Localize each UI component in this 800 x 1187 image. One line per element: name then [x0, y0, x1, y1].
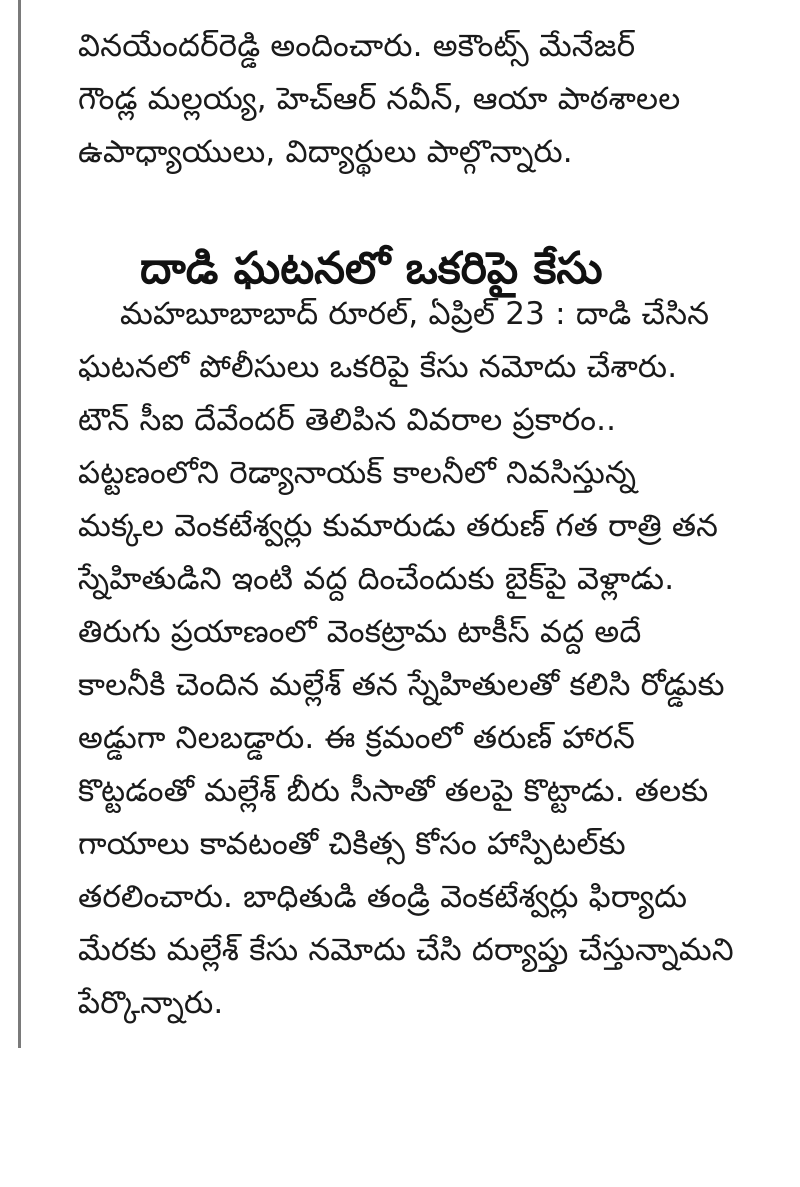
column-divider-rule [18, 0, 21, 1048]
text-line: కాలనీకి చెందిన మల్లేశ్ తన స్నేహితులతో కలిసి రోడ్డుకు [78, 667, 725, 703]
text-line: మేరకు మల్లేశ్ కేసు నమోదు చేసి దర్యాప్తు చేస్తున్నామని [78, 932, 734, 968]
text-line: టౌన్ సీఐ దేవేందర్ తెలిపిన వివరాల ప్రకారం.. [78, 402, 617, 438]
text-line: అడ్డుగా నిలబడ్డారు. ఈ క్రమంలో తరుణ్ హారన్ [78, 720, 636, 756]
text-line: స్నేహితుడిని ఇంటి వద్ద దించేందుకు బైక్‌పై వెళ్లాడు. [78, 561, 675, 597]
text-line: కొట్టడంతో మల్లేశ్ బీరు సీసాతో తలపై కొట్టాడు. తలకు [78, 773, 709, 809]
text-line: తరలించారు. బాధితుడి తండ్రి వెంకటేశ్వర్లు ఫిర్యాదు [78, 879, 688, 915]
previous-article-ending [78, 20, 680, 179]
text-line: వినయేందర్‌రెడ్డి అందించారు. అకౌంట్స్ మేనేజర్ [78, 28, 636, 64]
text-line: గాయాలు కావటంతో చికిత్స కోసం హాస్పిటల్‌కు [78, 826, 626, 862]
text-line: గౌండ్ల మల్లయ్య, హెచ్‌ఆర్ నవీన్, ఆయా పాఠశాలల [78, 81, 681, 117]
text-line: తిరుగు ప్రయాణంలో వెంకట్రామ టాకీస్ వద్ద అదే [78, 614, 642, 650]
text-line: మహబూబాబాద్ రూరల్, ఏప్రిల్ 23 : దాడి చేసిన [120, 296, 710, 332]
text-line: పేర్కొన్నారు. [78, 985, 224, 1021]
article-body [78, 288, 734, 1030]
newspaper-clipping [78, 0, 800, 1187]
text-line: మక్కల వెంకటేశ్వర్లు కుమారుడు తరుణ్ గత రాత్రి తన [78, 508, 719, 544]
text-line: ఘటనలో పోలీసులు ఒకరిపై కేసు నమోదు చేశారు. [78, 349, 678, 385]
text-line: ఉపాధ్యాయులు, విద్యార్థులు పాల్గొన్నారు. [78, 134, 573, 170]
text-line: పట్టణంలోని రెడ్యానాయక్ కాలనీలో నివసిస్తున్న [78, 455, 637, 491]
article-headline: దాడి ఘటనలో ఒకరిపై కేసు [140, 243, 603, 295]
